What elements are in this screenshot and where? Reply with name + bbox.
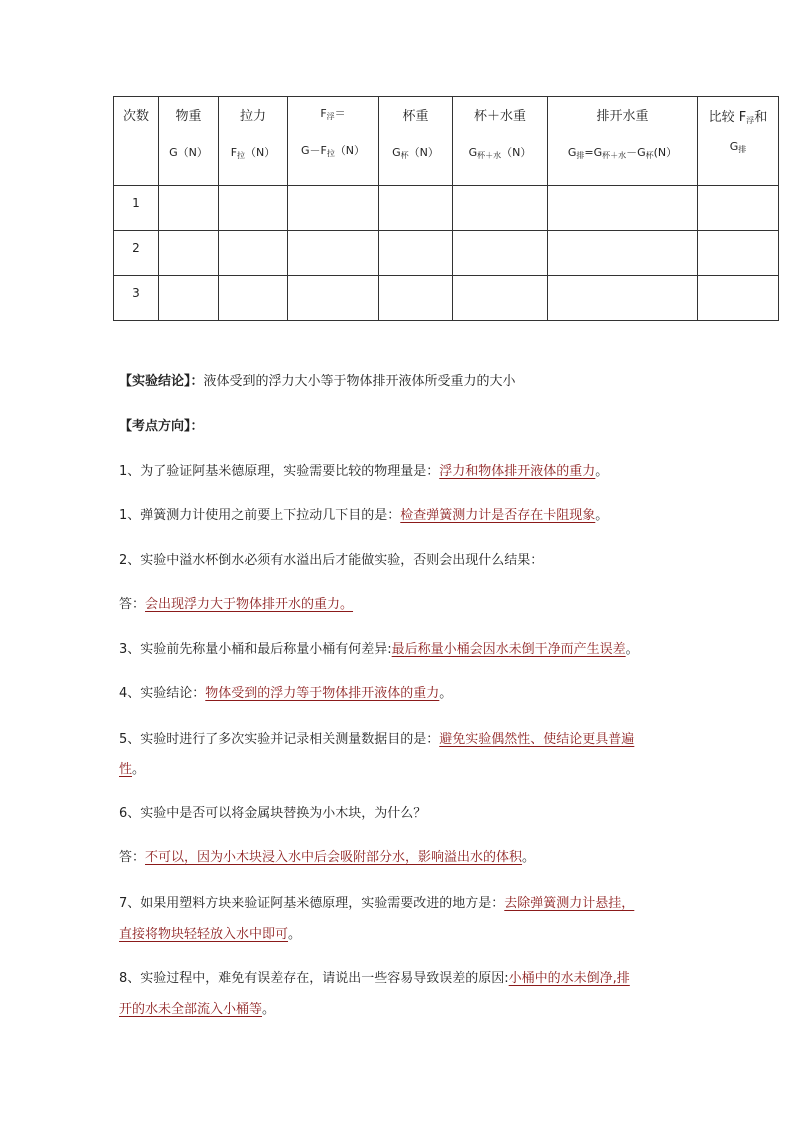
row-number: 1 (114, 186, 159, 231)
list-item: 1、弹簧测力计使用之前要上下拉动几下目的是：检查弹簧测力计是否存在卡阻现象。 (119, 508, 609, 523)
header-weight: 物重 G（N） (159, 97, 219, 186)
table-header-row (114, 97, 779, 186)
list-item: 开的水未全部流入小桶等。 (119, 1002, 276, 1017)
list-item: 7、如果用塑料方块来验证阿基米德原理，实验需要改进的地方是：去除弹簧测力计悬挂， (119, 896, 635, 911)
header-cup-water-weight: 杯＋水重 $G_{杯+水}(N)$ (453, 97, 548, 186)
header-displaced-water: 排开水重 $G_排=G_{杯+水}-G_杯(N)$ (548, 97, 698, 186)
header-compare: 比较 $F_浮$和 $G_排$ (698, 97, 779, 186)
list-item: 性。 (119, 762, 146, 777)
header-pull: 拉力 $F_拉(N)$ (219, 97, 288, 186)
table-row (114, 276, 779, 321)
list-item: 3、实验前先称量小桶和最后称量小桶有何差异:最后称量小桶会因水未倒干净而产生误差。 (119, 642, 639, 657)
header-buoyancy: $F_浮=$ $G-F_拉(N)$ (288, 97, 379, 186)
list-item: 2、实验中溢水杯倒水必须有水溢出后才能做实验，否则会出现什么结果： (119, 553, 544, 568)
list-item: 5、实验时进行了多次实验并记录相关测量数据目的是：避免实验偶然性、使结论更具普遍 (119, 732, 635, 747)
list-item: 答：不可以，因为小木块浸入水中后会吸附部分水，影响溢出水的体积。 (119, 850, 536, 865)
row-number: 2 (114, 231, 159, 276)
list-item: 6、实验中是否可以将金属块替换为小木块，为什么？ (119, 806, 427, 821)
list-item: 8、实验过程中，难免有误差存在，请说出一些容易导致误差的原因:小桶中的水未倒净,排 (119, 971, 630, 986)
list-item: 直接将物块轻轻放入水中即可。 (119, 927, 302, 942)
list-item: 4、实验结论：物体受到的浮力等于物体排开液体的重力。 (119, 686, 453, 701)
header-cup-weight: 杯重 $G_杯(N)$ (379, 97, 453, 186)
experiment-conclusion: 【实验结论】：液体受到的浮力大小等于物体排开液体所受重力的大小 (119, 374, 516, 389)
table-row (114, 186, 779, 231)
experiment-data-table (113, 96, 779, 321)
list-item: 1、为了验证阿基米德原理，实验需要比较的物理量是：浮力和物体排开液体的重力。 (119, 464, 609, 479)
header-count: 次数 (114, 97, 159, 186)
table-row (114, 231, 779, 276)
list-item: 答：会出现浮力大于物体排开水的重力。 (119, 597, 354, 612)
exam-direction-heading: 【考点方向】： (119, 419, 204, 434)
row-number: 3 (114, 276, 159, 321)
